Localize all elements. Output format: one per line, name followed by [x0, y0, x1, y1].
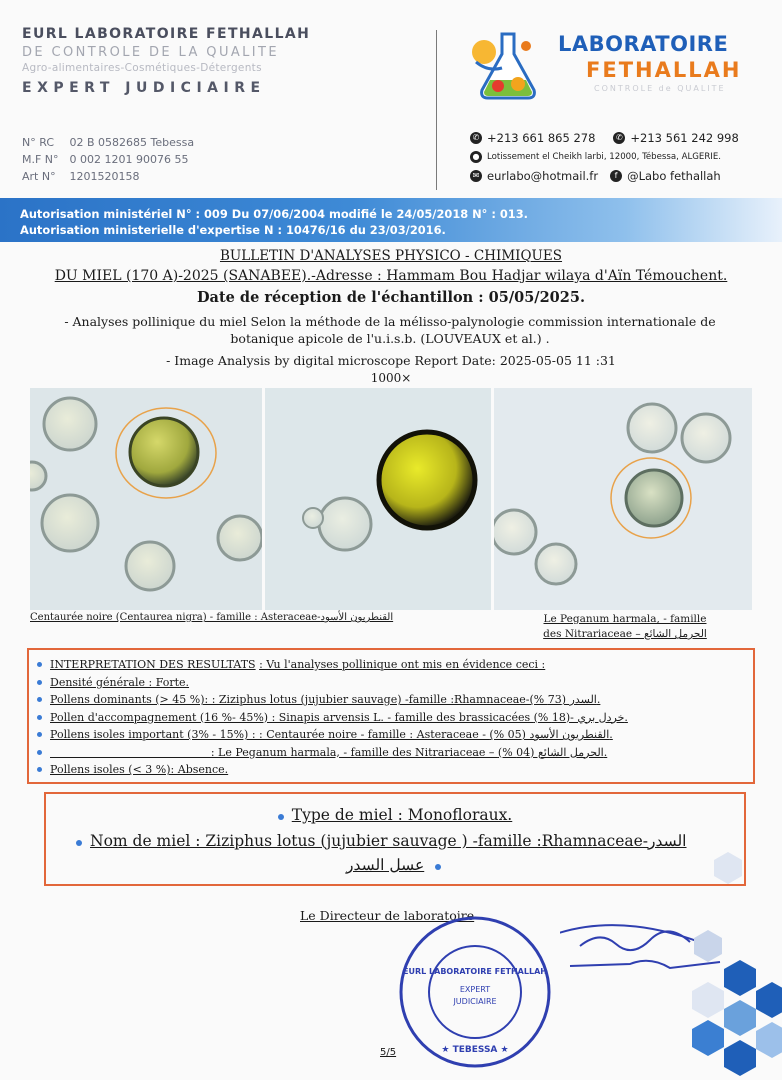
registry-mf: M.F N° 0 002 1201 90076 55	[22, 153, 189, 166]
facebook: @Labo fethallah	[627, 168, 721, 183]
phone-1: +213 661 865 278	[487, 130, 596, 145]
facebook-icon: f	[610, 170, 622, 182]
result-line: Densité générale : Forte.	[37, 674, 745, 692]
company-block	[22, 26, 422, 96]
logo-title: LABORATOIRE	[558, 32, 729, 56]
address-row	[470, 147, 770, 166]
company-sectors: Agro-alimentaires-Cosmétiques-Détergents	[22, 62, 262, 74]
interpretation-box	[27, 648, 755, 784]
address: Lotissement el Cheikh larbi, 12000, Tébessa, ALGERIE.	[487, 151, 722, 162]
caption-centaurea: Centaurée noire (Centaurea nigra) - famille : Asteraceae-القنطريون الأسود	[30, 612, 394, 623]
director-label: Le Directeur de laboratoire	[300, 908, 475, 923]
micrograph-centaurea	[30, 388, 262, 610]
page-number: 5/5	[380, 1047, 397, 1058]
svg-text:★ TEBESSA ★: ★ TEBESSA ★	[441, 1045, 509, 1055]
contact-block	[470, 128, 770, 185]
authorization-2: Autorisation ministerielle d'expertise N : 10476/16 du 23/03/2016.	[20, 223, 446, 237]
svg-text:JUDICIAIRE: JUDICIAIRE	[453, 997, 497, 1006]
email: eurlabo@hotmail.fr	[487, 168, 599, 183]
phone-row	[470, 128, 770, 147]
phone-icon: ✆	[470, 132, 482, 144]
phone-2: +213 561 242 998	[630, 130, 739, 145]
flask-logo-icon	[468, 28, 548, 104]
report-date: - Image Analysis by digital microscope Report Date: 2025-05-05 11 :31	[166, 353, 616, 368]
micrograph-ziziphus	[265, 388, 491, 610]
honey-type: Type de miel : Monofloraux.	[46, 806, 744, 824]
email-row	[470, 166, 770, 185]
logo-tagline: CONTROLE de QUALITE	[594, 84, 726, 93]
result-line: Pollens isoles (< 3 %): Absence.	[37, 761, 745, 779]
authorization-1: Autorisation ministériel N° : 009 Du 07/06/2004 modifié le 24/05/2018 N° : 013.	[20, 207, 528, 221]
email-icon: ✉	[470, 170, 482, 182]
result-line: Pollens dominants (> 45 %): : Ziziphus lotus (jujubier sauvage) -famille :Rhamnaceae-السدر (73 %).	[37, 691, 745, 709]
result-line: : Le Peganum harmala, - famille des Nitrariaceae – الحرمل الشائع (04 %).	[37, 744, 745, 762]
location-pin-icon: ●	[470, 151, 482, 163]
logo-subtitle: FETHALLAH	[586, 58, 742, 82]
laboratory-stamp	[395, 912, 555, 1072]
honey-type-box	[44, 792, 746, 886]
company-expert: EXPERT JUDICIAIRE	[22, 80, 266, 96]
header-divider	[436, 30, 437, 190]
company-name: EURL LABORATOIRE FETHALLAH	[22, 26, 311, 42]
micrograph-peganum	[494, 388, 752, 610]
authorization-banner	[0, 198, 782, 242]
registry-info	[22, 134, 194, 185]
lab-logo	[468, 28, 768, 108]
honey-name-arabic: عسل السدر	[346, 856, 449, 874]
bulletin-title: BULLETIN D'ANALYSES PHYSICO - CHIMIQUES	[219, 248, 563, 264]
result-line: Pollen d'accompagnement (16 %- 45%) : Sinapis arvensis L. - famille des brassicacées خردل بري -(18 %).	[37, 709, 745, 727]
analysis-method: - Analyses pollinique du miel Selon la méthode de la mélisso-palynologie commission internationale de botanique apicole de l'u.i.s.b. (LOUVEAUX et al.) .	[64, 314, 716, 346]
hexagon-decoration	[650, 850, 782, 1080]
registry-rc: N° RC 02 B 0582685 Tebessa	[22, 136, 195, 149]
caption-peganum: Le Peganum harmala, - famille des Nitrariaceae – الحرمل الشائع	[543, 613, 707, 640]
registry-art: Art N° 1201520158	[22, 170, 140, 183]
company-activity: DE CONTROLE DE LA QUALITE	[22, 45, 279, 60]
honey-name: Nom de miel : Ziziphus lotus (jujubier sauvage ) -famille :Rhamnaceae-السدر	[76, 832, 716, 850]
interpretation-heading: INTERPRETATION DES RESULTATS : Vu l'analyses pollinique ont mis en évidence ceci :	[37, 656, 745, 674]
svg-text:EXPERT: EXPERT	[459, 985, 491, 994]
sample-title: DU MIEL (170 A)-2025 (SANABEE).-Adresse : Hammam Bou Hadjar wilaya d'Aïn Témouchent.	[54, 268, 728, 284]
reception-date: Date de réception de l'échantillon : 05/05/2025.	[196, 289, 585, 306]
whatsapp-icon: ✆	[613, 132, 625, 144]
result-line: Pollens isoles important (3% - 15%) : : Centaurée noire - famille : Asteraceae - القنطريون الأسود (05 %).	[37, 726, 745, 744]
svg-text:EURL LABORATOIRE FETHALLAH: EURL LABORATOIRE FETHALLAH	[403, 967, 547, 976]
magnification: 1000×	[370, 371, 412, 385]
